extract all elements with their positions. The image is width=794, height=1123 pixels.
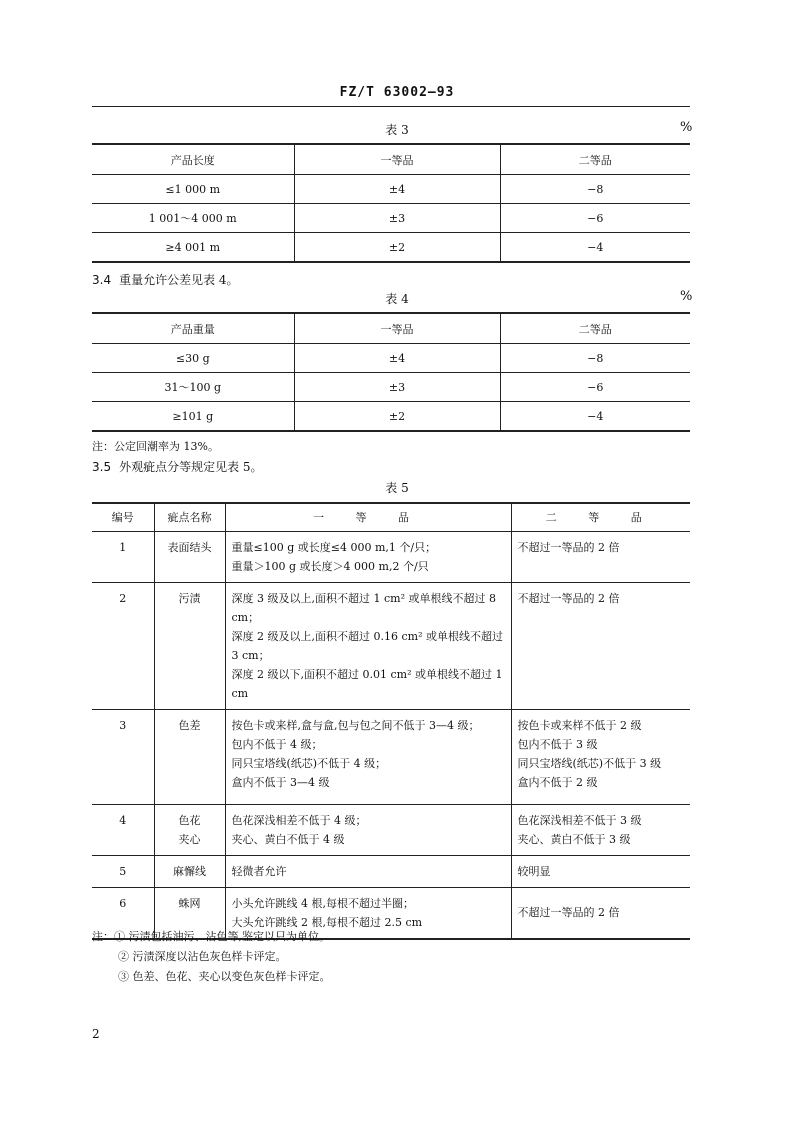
- defect-name: 蛛网: [154, 887, 225, 939]
- table-cell: 31～100 g: [92, 373, 294, 402]
- table-row: [92, 344, 690, 373]
- header-rule: [92, 106, 690, 107]
- first-grade-requirement: 色花深浅相差不低于 4 级； 夹心、黄白不低于 4 级: [225, 804, 511, 855]
- table-row: [92, 233, 690, 263]
- first-grade-requirement: 深度 3 级及以上,面积不超过 1 cm² 或单根线不超过 8 cm； 深度 2 级及以上,面积不超过 0.16 cm² 或单根线不超过 3 cm； 深度 2 级以下,面积不超过 0.01 cm² 或单根线不超过 1 cm: [225, 582, 511, 709]
- second-grade-requirement: 色花深浅相差不低于 3 级 夹心、黄白不低于 3 级: [511, 804, 690, 855]
- first-grade-requirement: 小头允许跳线 4 根,每根不超过半圈； 大头允许跳线 2 根,每根不超过 2.5 cm: [225, 887, 511, 939]
- table-cell: ±2: [294, 402, 500, 432]
- table4-note: 注：公定回潮率为 13%。: [92, 440, 219, 453]
- section-text: 外观疵点分等规定见表 5。: [119, 460, 263, 474]
- defect-number: 3: [92, 709, 154, 804]
- table-header-cell: 二等品: [500, 313, 690, 344]
- defect-number: 4: [92, 804, 154, 855]
- section-number: 3.4: [92, 273, 112, 287]
- table-cell: −4: [500, 233, 690, 263]
- table-row: [92, 582, 690, 709]
- table-row: [92, 175, 690, 204]
- table-cell: ≤30 g: [92, 344, 294, 373]
- table-header-cell: 产品长度: [92, 144, 294, 175]
- table-cell: ≤1 000 m: [92, 175, 294, 204]
- table3-caption: 表 3: [385, 123, 409, 137]
- defect-number: 5: [92, 855, 154, 887]
- standard-number: FZ/T 63002—93: [339, 85, 455, 100]
- table-header-cell: 一 等 品: [225, 503, 511, 531]
- table4: [92, 312, 690, 432]
- section-text: 重量允许公差见表 4。: [119, 273, 239, 287]
- second-grade-requirement: 不超过一等品的 2 倍: [511, 582, 690, 709]
- defect-number: 6: [92, 887, 154, 939]
- section-number: 3.5: [92, 460, 112, 474]
- table3-header-row: [92, 144, 690, 175]
- table-cell: −4: [500, 402, 690, 432]
- table-header-cell: 产品重量: [92, 313, 294, 344]
- table-row: [92, 855, 690, 887]
- first-grade-requirement: 按色卡或来样,盒与盒,包与包之间不低于 3—4 级； 包内不低于 4 级； 同只宝塔线(纸芯)不低于 4 级； 盒内不低于 3—4 级: [225, 709, 511, 804]
- first-grade-requirement: 轻微者允许: [225, 855, 511, 887]
- page-number: 2: [92, 1027, 100, 1041]
- second-grade-requirement: 按色卡或来样不低于 2 级 包内不低于 3 级 同只宝塔线(纸芯)不低于 3 级 盒内不低于 2 级: [511, 709, 690, 804]
- table-cell: ±4: [294, 175, 500, 204]
- table5-notes: [92, 927, 331, 987]
- table-row: [92, 804, 690, 855]
- table-cell: ±2: [294, 233, 500, 263]
- table3: [92, 143, 690, 263]
- table-header-cell: 一等品: [294, 144, 500, 175]
- table-header-cell: 编号: [92, 503, 154, 531]
- table-cell: −6: [500, 373, 690, 402]
- table-header-cell: 二 等 品: [511, 503, 690, 531]
- table-cell: ±3: [294, 373, 500, 402]
- note-item: ② 污渍深度以沾色灰色样卡评定。: [118, 950, 287, 963]
- table-header-cell: 一等品: [294, 313, 500, 344]
- table-row: [92, 402, 690, 432]
- table-cell: ≥101 g: [92, 402, 294, 432]
- defect-name: 色花 夹心: [154, 804, 225, 855]
- defect-name: 麻懈线: [154, 855, 225, 887]
- defect-name: 色差: [154, 709, 225, 804]
- table5-caption: 表 5: [385, 481, 409, 495]
- defect-number: 2: [92, 582, 154, 709]
- section-3-4: [92, 271, 239, 288]
- second-grade-requirement: 不超过一等品的 2 倍: [511, 887, 690, 939]
- table5-header-row: [92, 503, 690, 531]
- section-3-5: [92, 458, 263, 475]
- table4-header-row: [92, 313, 690, 344]
- second-grade-requirement: 较明显: [511, 855, 690, 887]
- defect-name: 污渍: [154, 582, 225, 709]
- table5: [92, 502, 690, 940]
- table-cell: −6: [500, 204, 690, 233]
- table-row: [92, 373, 690, 402]
- table4-unit: %: [680, 289, 693, 304]
- table-row: [92, 531, 690, 582]
- first-grade-requirement: 重量≤100 g 或长度≤4 000 m,1 个/只； 重量＞100 g 或长度＞4 000 m,2 个/只: [225, 531, 511, 582]
- second-grade-requirement: 不超过一等品的 2 倍: [511, 531, 690, 582]
- table3-unit: %: [680, 120, 693, 135]
- table-cell: −8: [500, 175, 690, 204]
- table-cell: ±4: [294, 344, 500, 373]
- note-item: ③ 色差、色花、夹心以变色灰色样卡评定。: [118, 970, 331, 983]
- table-cell: ≥4 001 m: [92, 233, 294, 263]
- table4-caption: 表 4: [385, 292, 409, 306]
- table-cell: ±3: [294, 204, 500, 233]
- table-cell: −8: [500, 344, 690, 373]
- table-row: [92, 709, 690, 804]
- table-header-cell: 疵点名称: [154, 503, 225, 531]
- table-header-cell: 二等品: [500, 144, 690, 175]
- table-row: [92, 204, 690, 233]
- defect-number: 1: [92, 531, 154, 582]
- defect-name: 表面结头: [154, 531, 225, 582]
- note-item: 注：① 污渍包括油污、沾色等,鉴定以只为单位。: [92, 930, 330, 943]
- table-cell: 1 001～4 000 m: [92, 204, 294, 233]
